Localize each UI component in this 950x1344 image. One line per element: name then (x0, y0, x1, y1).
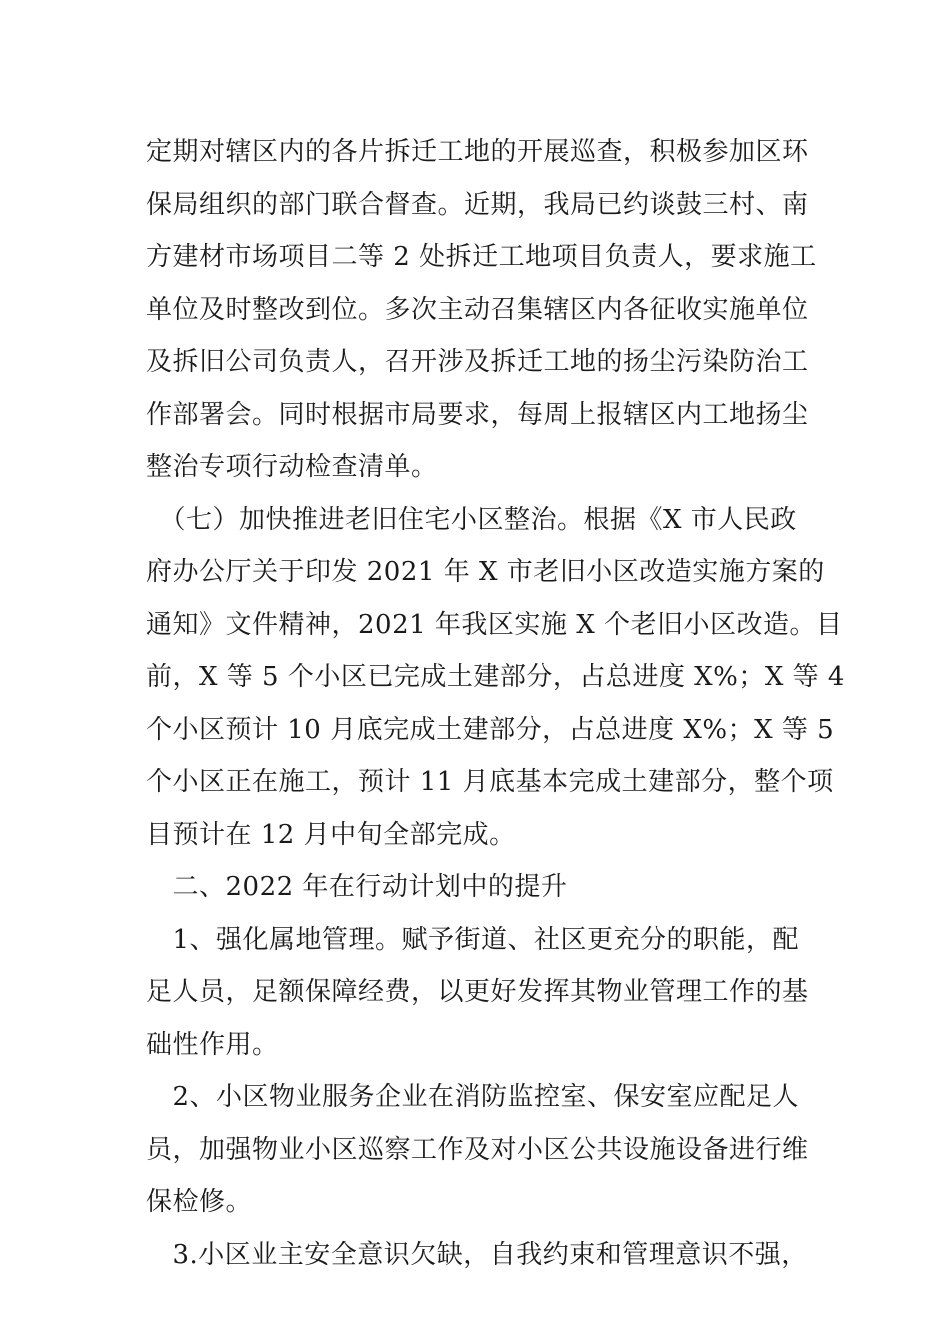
text-line: 及拆旧公司负责人，召开涉及拆迁工地的扬尘污染防治工 (146, 347, 809, 377)
text-line: 府办公厅关于印发 2021 年 X 市老旧小区改造实施方案的 (146, 557, 825, 587)
text-line: 础性作用。 (146, 1029, 279, 1060)
text-line: 作部署会。同时根据市局要求，每周上报辖区内工地扬尘 (146, 399, 809, 430)
text-line: 单位及时整改到位。多次主动召集辖区内各征收实施单位 (146, 294, 809, 325)
text-line: 定期对辖区内的各片拆迁工地的开展巡查，积极参加区环 (146, 137, 809, 167)
text-line: 3.小区业主安全意识欠缺，自我约束和管理意识不强， (146, 1239, 808, 1270)
text-line: 方建材市场项目二等 2 处拆迁工地项目负责人，要求施工 (146, 242, 817, 272)
text-line: 1、强化属地管理。赋予街道、社区更充分的职能，配 (146, 924, 800, 955)
text-line: 个小区预计 10 月底完成土建部分，占总进度 X%；X 等 5 (146, 714, 835, 745)
text-line: 员，加强物业小区巡察工作及对小区公共设施设备进行维 (146, 1134, 809, 1165)
section-heading: 二、2022 年在行动计划中的提升 (146, 872, 568, 902)
text-line: 足人员，足额保障经费，以更好发挥其物业管理工作的基 (146, 977, 809, 1007)
text-line: （七）加快推进老旧住宅小区整治。根据《X 市人民政 (146, 504, 797, 535)
text-line: 个小区正在施工，预计 11 月底基本完成土建部分，整个项 (146, 767, 834, 797)
text-line: 目预计在 12 月中旬全部完成。 (146, 819, 516, 850)
text-line: 2、小区物业服务企业在消防监控室、保安室应配足人 (146, 1082, 800, 1112)
text-line: 保局组织的部门联合督查。近期，我局已约谈鼓三村、南 (146, 189, 809, 220)
text-line: 前，X 等 5 个小区已完成土建部分，占总进度 X%；X 等 4 (146, 662, 845, 692)
text-line: 通知》文件精神，2021 年我区实施 X 个老旧小区改造。目 (146, 609, 843, 640)
text-line: 整治专项行动检查清单。 (146, 452, 438, 482)
document-body (146, 126, 845, 1281)
text-line: 保检修。 (146, 1187, 253, 1217)
